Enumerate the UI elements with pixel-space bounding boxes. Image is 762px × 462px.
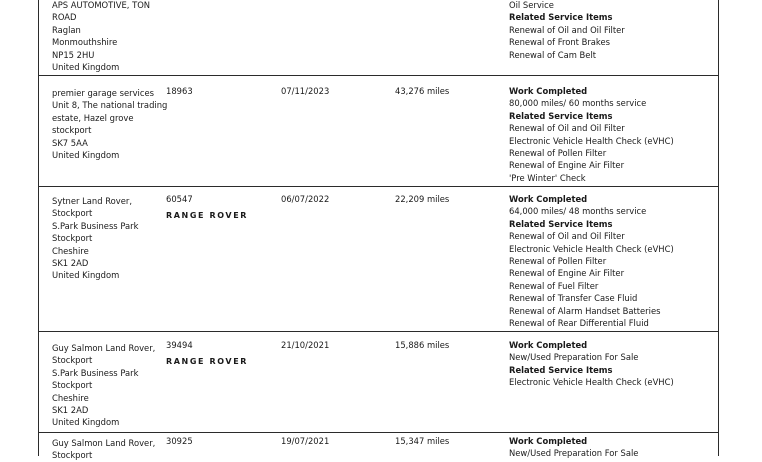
- related-item: Renewal of Oil and Oil Filter: [509, 24, 625, 35]
- garage-line: APS AUTOMOTIVE, TON: [52, 0, 151, 10]
- related-item: Renewal of Pollen Filter: [509, 148, 607, 159]
- job-number: 18963: [166, 86, 193, 96]
- mileage: 22,209 miles: [395, 194, 450, 204]
- garage-line: S.Park Business Park: [52, 367, 139, 378]
- related-item: Renewal of Engine Air Filter: [509, 160, 625, 171]
- work-details: [509, 435, 638, 460]
- related-item: Renewal of Front Brakes: [509, 37, 610, 48]
- row-divider: [38, 432, 719, 433]
- garage-line: NP15 2HU: [52, 49, 95, 60]
- garage-address: [52, 195, 138, 282]
- work-details: [509, 339, 674, 389]
- work-details: [509, 0, 625, 61]
- garage-line: Stockport: [52, 208, 93, 219]
- garage-line: estate, Hazel grove: [52, 112, 134, 123]
- garage-line: United Kingdom: [52, 150, 120, 161]
- row-divider: [38, 186, 719, 187]
- garage-line: Raglan: [52, 24, 81, 35]
- garage-line: United Kingdom: [52, 270, 120, 281]
- mileage: 15,347 miles: [395, 436, 450, 446]
- related-item: Electronic Vehicle Health Check (eVHC): [509, 243, 674, 254]
- garage-line: S.Park Business Park: [52, 220, 139, 231]
- garage-line: Stockport: [52, 380, 93, 391]
- mileage: 15,886 miles: [395, 340, 450, 350]
- garage-line: Stockport: [52, 450, 93, 461]
- related-item: Renewal of Rear Differential Fluid: [509, 318, 649, 329]
- garage-line: United Kingdom: [52, 417, 120, 428]
- work-item: New/Used Preparation For Sale: [509, 448, 639, 459]
- garage-address: [52, 437, 155, 462]
- garage-line: Sytner Land Rover,: [52, 196, 132, 206]
- garage-line: Stockport: [52, 233, 93, 244]
- garage-address: [52, 87, 167, 161]
- related-item: Renewal of Cam Belt: [509, 49, 597, 60]
- mileage: 43,276 miles: [395, 86, 450, 96]
- job-number: 60547: [166, 194, 193, 204]
- garage-line: SK7 5AA: [52, 137, 88, 148]
- work-completed-heading: Work Completed: [509, 86, 588, 96]
- garage-line: Monmouthshire: [52, 37, 118, 48]
- related-item: Electronic Vehicle Health Check (eVHC): [509, 377, 674, 388]
- row-divider: [38, 75, 719, 76]
- garage-line: Stockport: [52, 355, 93, 366]
- related-item: Renewal of Pollen Filter: [509, 256, 607, 267]
- work-item: 80,000 miles/ 60 months service: [509, 98, 647, 109]
- service-date: 21/10/2021: [281, 340, 330, 350]
- work-completed-heading: Work Completed: [509, 340, 588, 350]
- related-items-heading: Related Service Items: [509, 12, 613, 23]
- work-details: [509, 193, 674, 329]
- work-item: Oil Service: [509, 0, 554, 10]
- related-item: Renewal of Oil and Oil Filter: [509, 123, 625, 134]
- work-details: [509, 85, 674, 184]
- table-right-border: [718, 0, 719, 456]
- job-number: 30925: [166, 436, 193, 446]
- job-cell: [166, 193, 248, 223]
- garage-line: Guy Salmon Land Rover,: [52, 343, 156, 353]
- work-item: 64,000 miles/ 48 months service: [509, 206, 647, 217]
- related-item: 'Pre Winter' Check: [509, 172, 586, 183]
- garage-line: SK1 2AD: [52, 258, 89, 269]
- service-date: 19/07/2021: [281, 436, 330, 446]
- related-item: Renewal of Transfer Case Fluid: [509, 293, 638, 304]
- work-completed-heading: Work Completed: [509, 194, 588, 204]
- garage-line: premier garage services: [52, 88, 154, 98]
- job-cell: [166, 339, 248, 369]
- related-items-heading: Related Service Items: [509, 218, 613, 229]
- related-items-heading: Related Service Items: [509, 364, 613, 375]
- service-date: 06/07/2022: [281, 194, 330, 204]
- related-item: Renewal of Engine Air Filter: [509, 268, 625, 279]
- garage-line: Cheshire: [52, 392, 89, 403]
- job-number: 39494: [166, 340, 193, 350]
- work-completed-heading: Work Completed: [509, 436, 588, 446]
- garage-address: [52, 342, 155, 429]
- garage-line: ROAD: [52, 12, 77, 23]
- range-rover-logo: RANGE ROVER: [166, 357, 249, 367]
- garage-line: Cheshire: [52, 245, 89, 256]
- related-item: Electronic Vehicle Health Check (eVHC): [509, 135, 674, 146]
- service-date: 07/11/2023: [281, 86, 330, 96]
- range-rover-logo: RANGE ROVER: [166, 211, 249, 221]
- work-item: New/Used Preparation For Sale: [509, 352, 639, 363]
- related-item: Renewal of Fuel Filter: [509, 280, 599, 291]
- related-item: Renewal of Alarm Handset Batteries: [509, 305, 661, 316]
- table-left-border: [38, 0, 39, 456]
- row-divider: [38, 331, 719, 332]
- garage-line: United Kingdom: [52, 62, 120, 73]
- garage-line: SK1 2AD: [52, 405, 89, 416]
- garage-line: Guy Salmon Land Rover,: [52, 438, 156, 448]
- garage-line: Unit 8, The national trading: [52, 100, 168, 111]
- related-items-heading: Related Service Items: [509, 110, 613, 121]
- related-item: Renewal of Oil and Oil Filter: [509, 231, 625, 242]
- garage-address: [52, 0, 150, 73]
- garage-line: stockport: [52, 125, 92, 136]
